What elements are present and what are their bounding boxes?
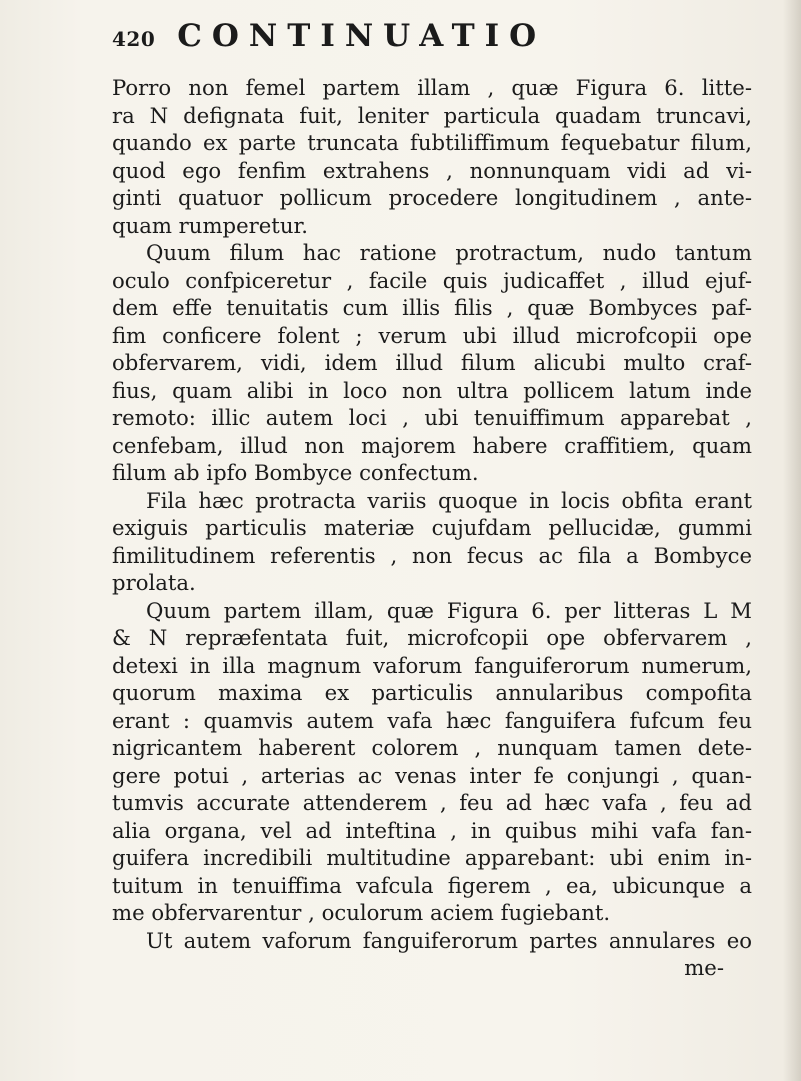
- text-line: filum ab ipfo Bombyce confectum.: [112, 460, 479, 485]
- text-line: dem effe tenuitatis cum illis filis , quæ Bombyces paf-: [112, 295, 752, 320]
- page-edge-shadow: [783, 0, 801, 1081]
- text-line: Porro non femel partem illam , quæ Figura 6. litte-: [112, 75, 752, 100]
- page-number: 420: [112, 27, 156, 51]
- running-head: [112, 18, 712, 68]
- text-line: Ut autem vaforum fanguiferorum partes annulares eo: [146, 927, 752, 953]
- text-line: erant : quamvis autem vafa hæc fanguifera fufcum feu: [112, 707, 752, 733]
- text-line: prolata.: [112, 570, 196, 595]
- text-line: ginti quatuor pollicum procedere longitudinem , ante-: [112, 185, 752, 210]
- text-line: quod ego fenfim extrahens , nonnunquam vidi ad vi-: [112, 157, 752, 183]
- text-line: fius, quam alibi in loco non ultra pollicem latum inde: [112, 377, 752, 403]
- text-line: tumvis accurate attenderem , feu ad hæc vafa , feu ad: [112, 790, 752, 815]
- text-line: tuitum in tenuiffima vafcula figerem , ea, ubicunque a: [112, 872, 752, 898]
- text-line: nigricantem haberent colorem , nunquam tamen dete-: [112, 735, 752, 760]
- text-line: ra N defignata fuit, leniter particula quadam truncavi,: [112, 102, 752, 128]
- text-line: me obfervarentur , oculorum aciem fugiebant.: [112, 900, 611, 925]
- text-line: guifera incredibili multitudine apparebant: ubi enim in-: [112, 845, 752, 870]
- text-line: quando ex parte truncata fubtiliffimum fequebatur filum,: [112, 130, 752, 155]
- text-line: remoto: illic autem loci , ubi tenuiffimum apparebat ,: [112, 405, 752, 430]
- text-line: exiguis particulis materiæ cujufdam pellucidæ, gummi: [112, 515, 752, 540]
- text-line: quam rumperetur.: [112, 212, 308, 238]
- text-line: alia organa, vel ad inteftina , in quibus mihi vafa fan-: [112, 817, 752, 843]
- text-line: fim conficere folent ; verum ubi illud microfcopii ope: [112, 322, 752, 348]
- text-line: obfervarem, vidi, idem illud filum alicubi multo craf-: [112, 350, 752, 375]
- body-text: [112, 74, 752, 982]
- running-title: CONTINUATIO: [177, 18, 547, 54]
- catchword: me-: [684, 955, 724, 980]
- text-line: Fila hæc protracta variis quoque in locis obfita erant: [146, 487, 752, 513]
- text-line: oculo confpiceretur , facile quis judicaffet , illud ejuf-: [112, 267, 752, 293]
- text-line: gere potui , arterias ac venas inter fe conjungi , quan-: [112, 762, 752, 788]
- text-line: fimilitudinem referentis , non fecus ac fila a Bombyce: [112, 542, 752, 568]
- text-line: cenfebam, illud non majorem habere craffitiem, quam: [112, 432, 752, 458]
- text-line: & N repræfentata fuit, microfcopii ope obfervarem ,: [112, 625, 752, 650]
- text-line: quorum maxima ex particulis annularibus compofita: [112, 680, 752, 705]
- text-line: detexi in illa magnum vaforum fanguiferorum numerum,: [112, 652, 752, 678]
- text-line: Quum partem illam, quæ Figura 6. per litteras L M: [146, 597, 752, 623]
- text-line: Quum filum hac ratione protractum, nudo tantum: [146, 240, 752, 265]
